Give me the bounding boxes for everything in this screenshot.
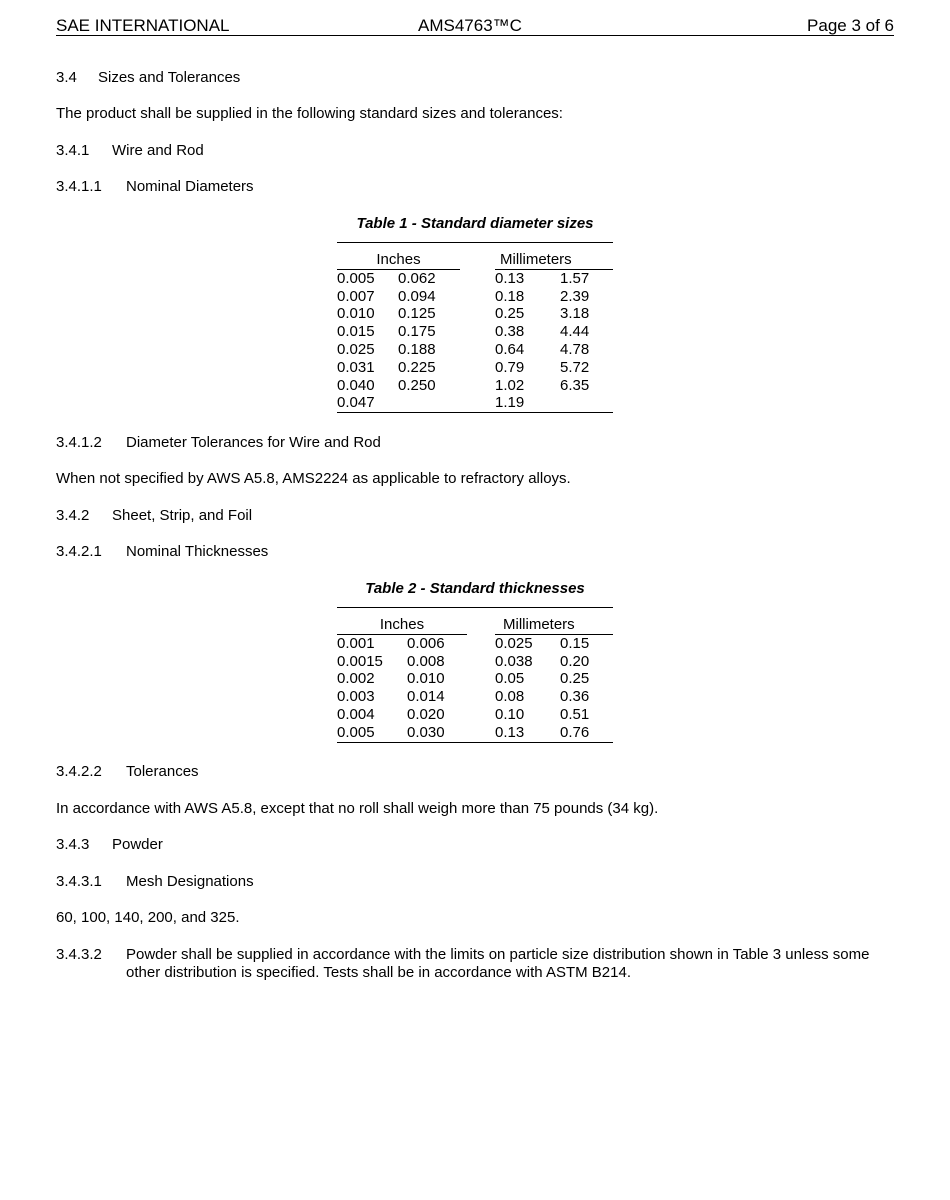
section-3-4-2-number: 3.4.2: [56, 507, 90, 524]
table-2: [337, 607, 613, 743]
page-header: [56, 15, 894, 36]
section-3-4-3-title: Powder: [112, 836, 163, 853]
table-row: [337, 305, 613, 323]
table-2-inches-header: Inches: [337, 616, 467, 634]
table-spacer-cell: [460, 288, 495, 306]
section-3-4-1-number: 3.4.1: [56, 142, 90, 159]
header-doc-id: AMS4763™C: [418, 16, 522, 35]
table-cell: 0.13: [495, 724, 560, 742]
table-row: [337, 394, 613, 412]
header-page-number: Page 3 of 6: [807, 16, 894, 35]
table-cell: 0.51: [560, 705, 590, 723]
section-3-4-number: 3.4: [56, 69, 77, 86]
table-cell: 4.78: [560, 340, 590, 358]
table-cell: 4.44: [560, 323, 590, 341]
table-cell: 0.05: [495, 670, 525, 688]
table-cell: 0.15: [560, 634, 590, 652]
table-row: [337, 288, 613, 306]
table-cell: 0.031: [337, 358, 375, 376]
table-cell: 1.02: [495, 376, 525, 394]
table-spacer-cell: [460, 269, 495, 287]
table-cell: 1.57: [560, 269, 590, 287]
section-3-4-2-1-title: Nominal Thicknesses: [126, 543, 269, 560]
table-row: [337, 323, 613, 341]
table-cell: 0.007: [337, 287, 375, 305]
table-cell: 5.72: [560, 358, 590, 376]
table-2-mm-header: Millimeters: [495, 616, 613, 634]
table-cell: 2.39: [560, 287, 590, 305]
table-2-caption: Table 2 - Standard thicknesses: [365, 580, 585, 597]
table-cell: 0.030: [407, 724, 467, 742]
table-row: [337, 341, 613, 359]
table-cell: 0.001: [337, 634, 375, 652]
table-1-body: [337, 269, 613, 412]
table-cell: 0.250: [398, 376, 436, 394]
table-1: [337, 242, 613, 413]
table-cell: 0.188: [398, 340, 436, 358]
section-3-4-2-2-text: In accordance with AWS A5.8, except that no roll shall weigh more than 75 pounds (34 kg).: [56, 800, 659, 817]
section-3-4-2-2-number: 3.4.2.2: [56, 763, 102, 780]
table-cell: 0.76: [560, 724, 613, 742]
table-row: [337, 377, 613, 395]
table-spacer-cell: [467, 653, 495, 671]
table-spacer-cell: [460, 377, 495, 395]
section-3-4-1-2-text: When not specified by AWS A5.8, AMS2224 as applicable to refractory alloys.: [56, 470, 571, 487]
table-cell: 3.18: [560, 305, 590, 323]
intro-paragraph: The product shall be supplied in the following standard sizes and tolerances:: [56, 105, 563, 122]
table-cell: 0.25: [495, 305, 525, 323]
table-row: [337, 359, 613, 377]
table-spacer-cell: [460, 341, 495, 359]
table-cell: 1.19: [495, 394, 560, 412]
section-3-4-1-1-title: Nominal Diameters: [126, 178, 254, 195]
table-2-body: [337, 634, 613, 742]
section-3-4-3-2-text: Powder shall be supplied in accordance with the limits on particle size distribution shown in Table 3 unless some other distribution is specified. Tests shall be in accordance with ASTM B214.: [126, 946, 870, 981]
section-3-4-3-1-text: 60, 100, 140, 200, and 325.: [56, 909, 240, 926]
table-cell: 0.002: [337, 670, 375, 688]
table-1-mm-header: Millimeters: [495, 251, 613, 269]
section-3-4-2-1-number: 3.4.2.1: [56, 543, 102, 560]
table-row: [337, 706, 613, 724]
table-cell: 0.010: [407, 670, 445, 688]
table-spacer-cell: [460, 359, 495, 377]
table-cell: 0.040: [337, 376, 375, 394]
table-cell: 6.35: [560, 376, 590, 394]
table-cell: 0.125: [398, 305, 436, 323]
section-3-4-1-title: Wire and Rod: [112, 142, 204, 159]
table-1-caption: Table 1 - Standard diameter sizes: [356, 215, 594, 232]
table-cell: 0.25: [560, 670, 590, 688]
table-cell: 0.003: [337, 688, 375, 706]
table-row: [337, 269, 613, 287]
table-cell: 0.010: [337, 305, 375, 323]
table-cell: 0.20: [560, 652, 590, 670]
section-3-4-3-2-number: 3.4.3.2: [56, 946, 102, 963]
table-cell: 0.020: [407, 705, 445, 723]
table-cell: [398, 394, 460, 412]
table-spacer-cell: [467, 670, 495, 688]
table-cell: 0.062: [398, 269, 436, 287]
table-cell: 0.025: [495, 634, 533, 652]
table-spacer-cell: [467, 724, 495, 742]
section-3-4-title: Sizes and Tolerances: [98, 69, 241, 86]
table-cell: 0.225: [398, 358, 436, 376]
table-spacer-cell: [467, 634, 495, 652]
table-spacer-cell: [467, 688, 495, 706]
table-cell: 0.08: [495, 688, 525, 706]
table-row: [337, 688, 613, 706]
section-3-4-1-2-title: Diameter Tolerances for Wire and Rod: [126, 434, 381, 451]
table-cell: 0.047: [337, 394, 398, 412]
table-cell: 0.004: [337, 705, 375, 723]
section-3-4-3-number: 3.4.3: [56, 836, 90, 853]
table-cell: 0.79: [495, 358, 525, 376]
table-cell: 0.175: [398, 323, 436, 341]
table-cell: 0.38: [495, 323, 525, 341]
table-cell: 0.36: [560, 688, 590, 706]
table-cell: 0.005: [337, 724, 407, 742]
table-1-inches-header: Inches: [337, 251, 460, 269]
section-3-4-3-1-number: 3.4.3.1: [56, 873, 102, 890]
table-cell: 0.18: [495, 287, 525, 305]
table-row: [337, 634, 613, 652]
table-cell: 0.005: [337, 269, 375, 287]
table-row: [337, 653, 613, 671]
table-cell: 0.038: [495, 652, 533, 670]
table-spacer-cell: [467, 706, 495, 724]
table-cell: [560, 394, 613, 412]
table-cell: 0.10: [495, 705, 525, 723]
header-org: SAE INTERNATIONAL: [56, 16, 230, 35]
table-row: [337, 670, 613, 688]
table-cell: 0.094: [398, 287, 436, 305]
section-3-4-1-1-number: 3.4.1.1: [56, 178, 102, 195]
section-3-4-2-title: Sheet, Strip, and Foil: [112, 507, 253, 524]
section-3-4-3-1-title: Mesh Designations: [126, 873, 254, 890]
table-cell: 0.64: [495, 340, 525, 358]
section-3-4-1-2-number: 3.4.1.2: [56, 434, 102, 451]
table-cell: 0.0015: [337, 652, 383, 670]
table-spacer-cell: [460, 394, 495, 412]
table-cell: 0.006: [407, 634, 445, 652]
table-cell: 0.015: [337, 323, 375, 341]
table-cell: 0.014: [407, 688, 445, 706]
table-cell: 0.025: [337, 340, 375, 358]
table-cell: 0.008: [407, 652, 445, 670]
table-spacer-cell: [460, 305, 495, 323]
section-3-4-2-2-title: Tolerances: [126, 763, 199, 780]
table-cell: 0.13: [495, 269, 525, 287]
table-row: [337, 724, 613, 742]
table-spacer-cell: [460, 323, 495, 341]
